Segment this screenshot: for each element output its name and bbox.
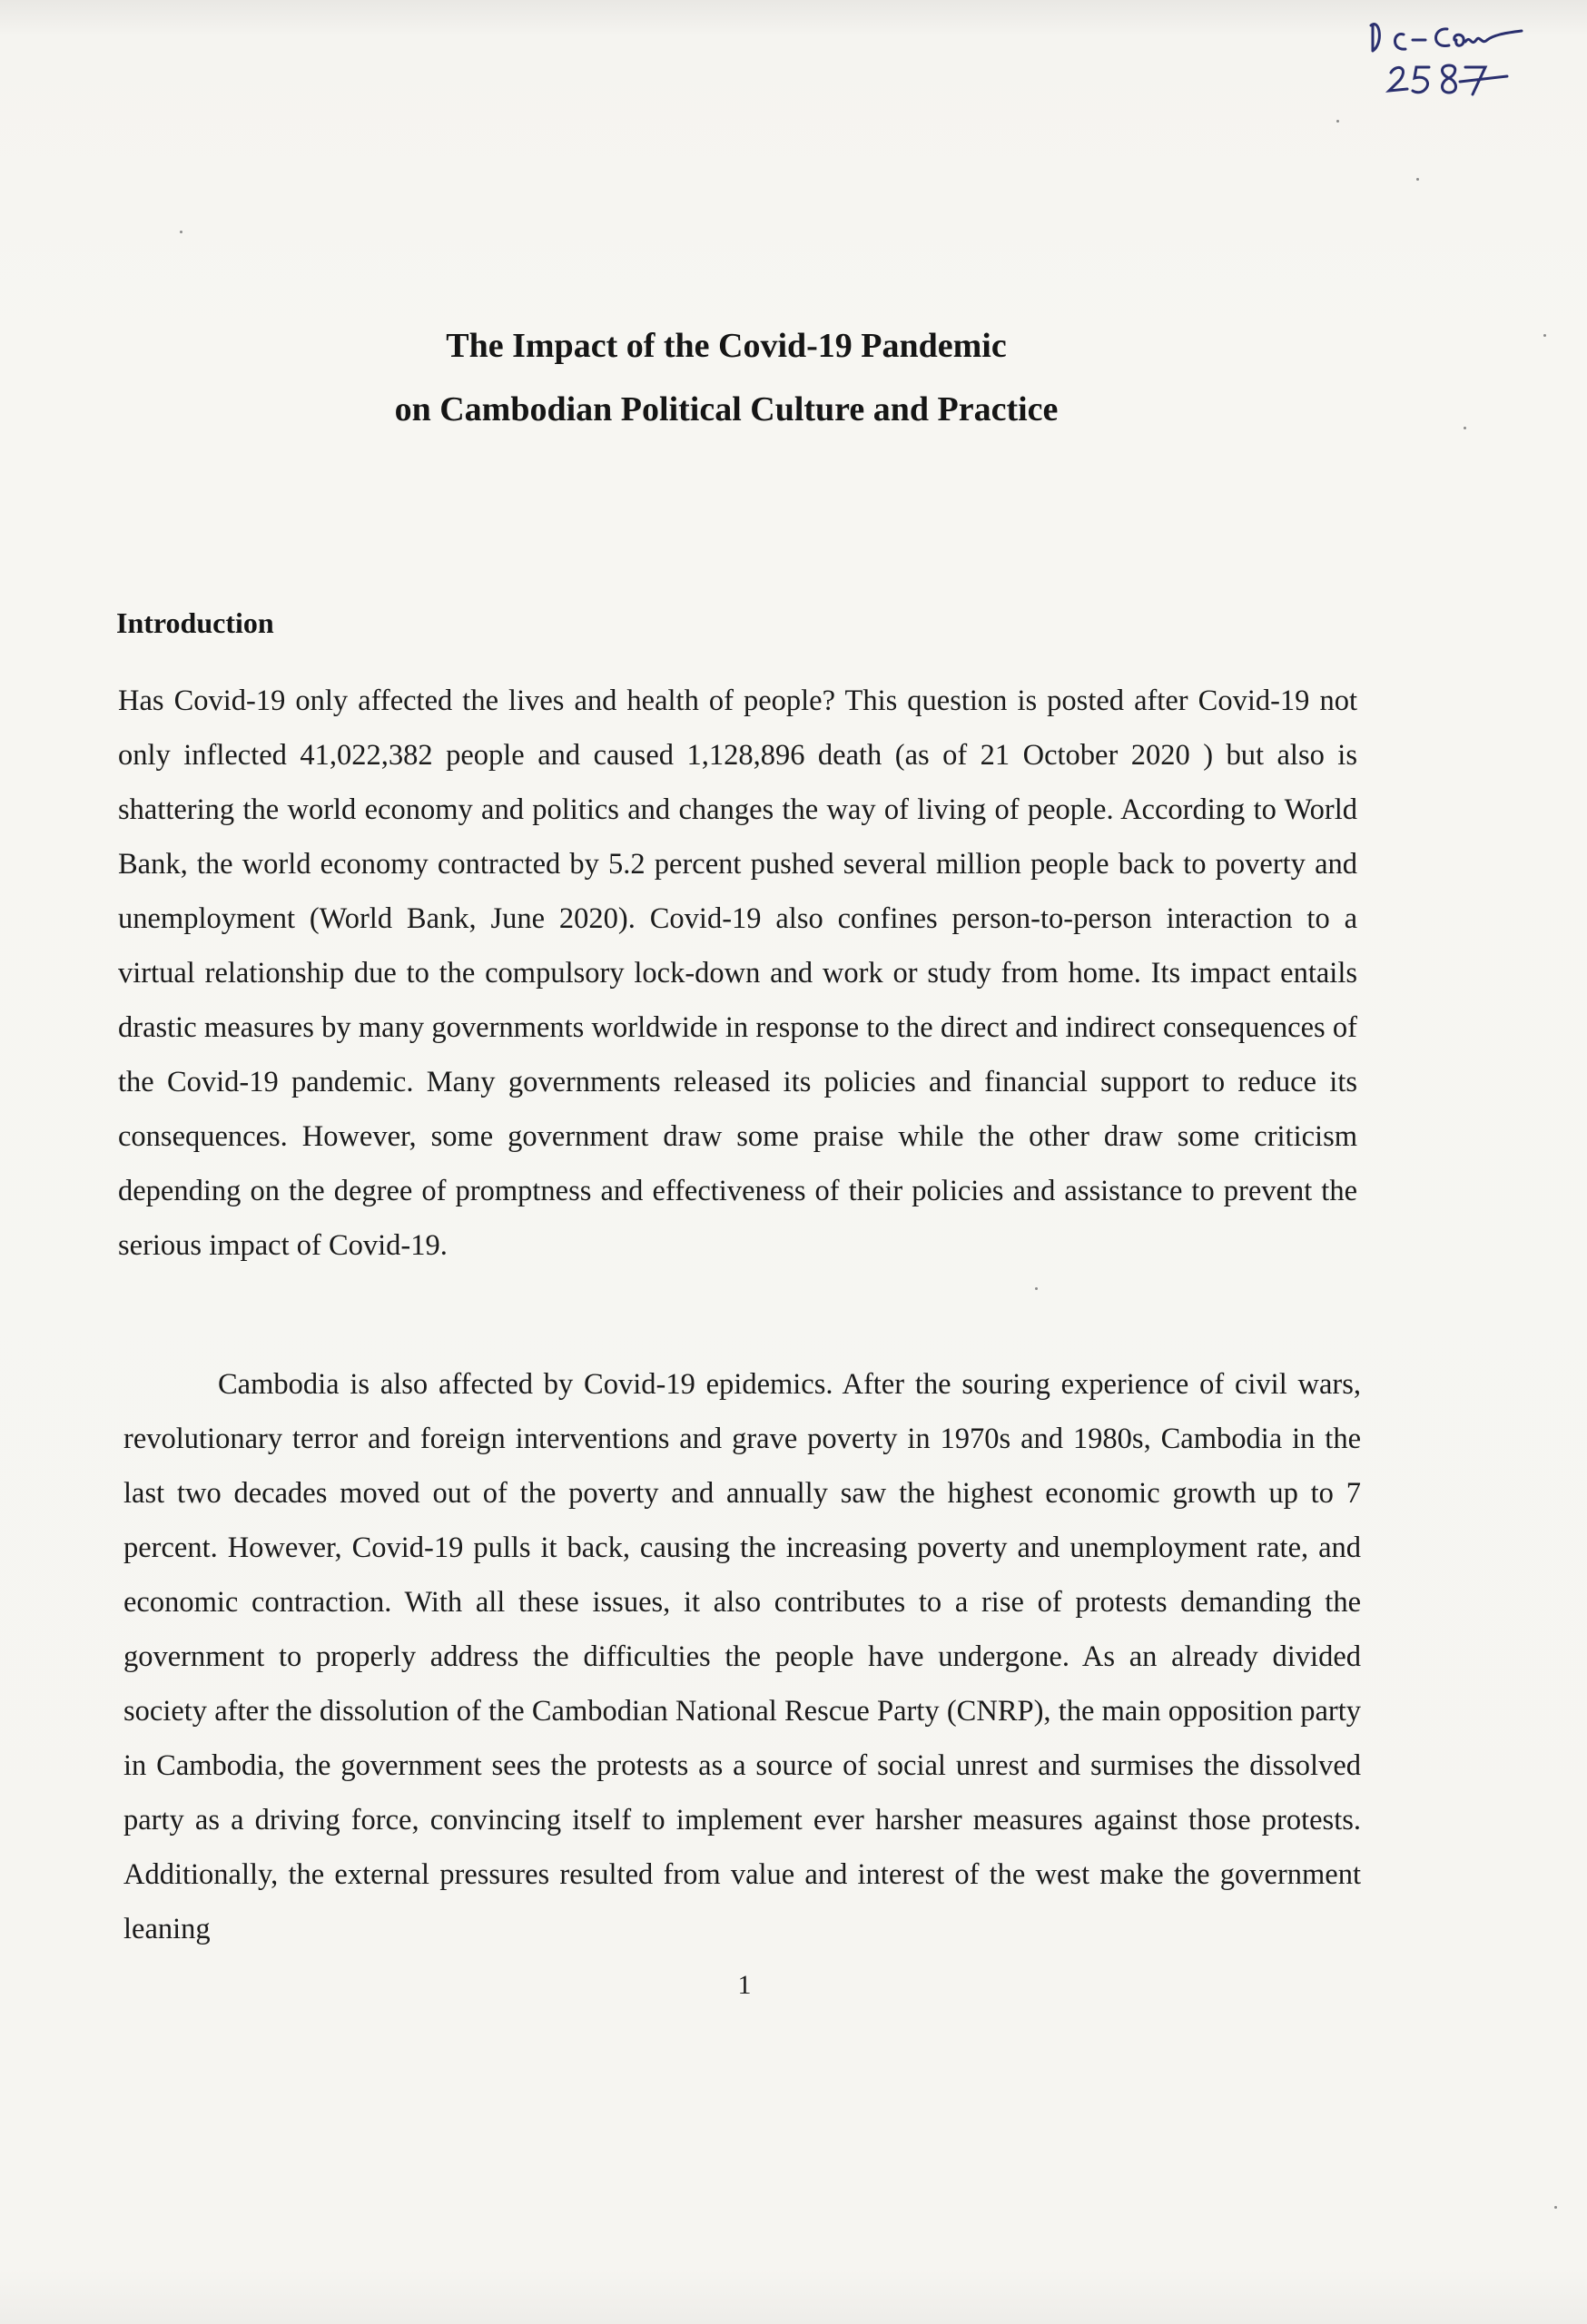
scan-speck bbox=[1464, 427, 1466, 429]
handwritten-note-icon bbox=[1353, 7, 1543, 116]
scan-speck bbox=[180, 231, 182, 233]
scan-speck bbox=[1554, 2206, 1557, 2209]
body-paragraph-1: Has Covid-19 only affected the lives and health of people? This question is posted after Covid-19 not only inflected 41,022,382 people and caused 1,128,896 death (as of 21 October 2020 ) but also is shattering the world economy and politics and changes the way of living of people. According to World Bank, the world economy contracted by 5.2 percent pushed several million people back to poverty and unemployment (World Bank, June 2020). Covid-19 also confines person-to-person interaction to a virtual relationship due to the compulsory lock-down and work or study from home. Its impact entails drastic measures by many governments worldwide in response to the direct and indirect consequences of the Covid-19 pandemic. Many governments released its policies and financial support to reduce its consequences. However, some government draw some praise while the other draw some criticism depending on the degree of promptness and effectiveness of their policies and assistance to prevent the serious impact of Covid-19. bbox=[118, 684, 1357, 1262]
body-paragraph-2: Cambodia is also affected by Covid-19 epidemics. After the souring experience of civil wars, revolutionary terror and foreign interventions and grave poverty in 1970s and 1980s, Cambodia in the last two decades moved out of the poverty and annually saw the highest economic growth up to 7 percent. However, Covid-19 pulls it back, causing the increasing poverty and unemployment rate, and economic contraction. With all these issues, it also contributes to a rise of protests demanding the government to properly address the difficulties the people have undergone. As an already divided society after the dissolution of the Cambodian National Rescue Party (CNRP), the main opposition party in Cambodia, the government sees the protests as a source of social unrest and surmises the dissolved party as a driving force, convincing itself to implement ever harsher measures against those protests. Additionally, the external pressures resulted from value and interest of the west make the government leaning bbox=[123, 1368, 1361, 1945]
scan-speck bbox=[1035, 1287, 1038, 1290]
scan-speck bbox=[1416, 178, 1419, 181]
document-title-line-1: The Impact of the Covid-19 Pandemic bbox=[446, 327, 1007, 365]
page-number: 1 bbox=[737, 1970, 752, 2000]
document-title-line-2: on Cambodian Political Culture and Practice bbox=[394, 390, 1059, 428]
scan-speck bbox=[1336, 120, 1339, 123]
scan-speck bbox=[1543, 334, 1546, 337]
handwritten-archive-note bbox=[1353, 7, 1543, 116]
section-heading: Introduction bbox=[116, 606, 274, 639]
